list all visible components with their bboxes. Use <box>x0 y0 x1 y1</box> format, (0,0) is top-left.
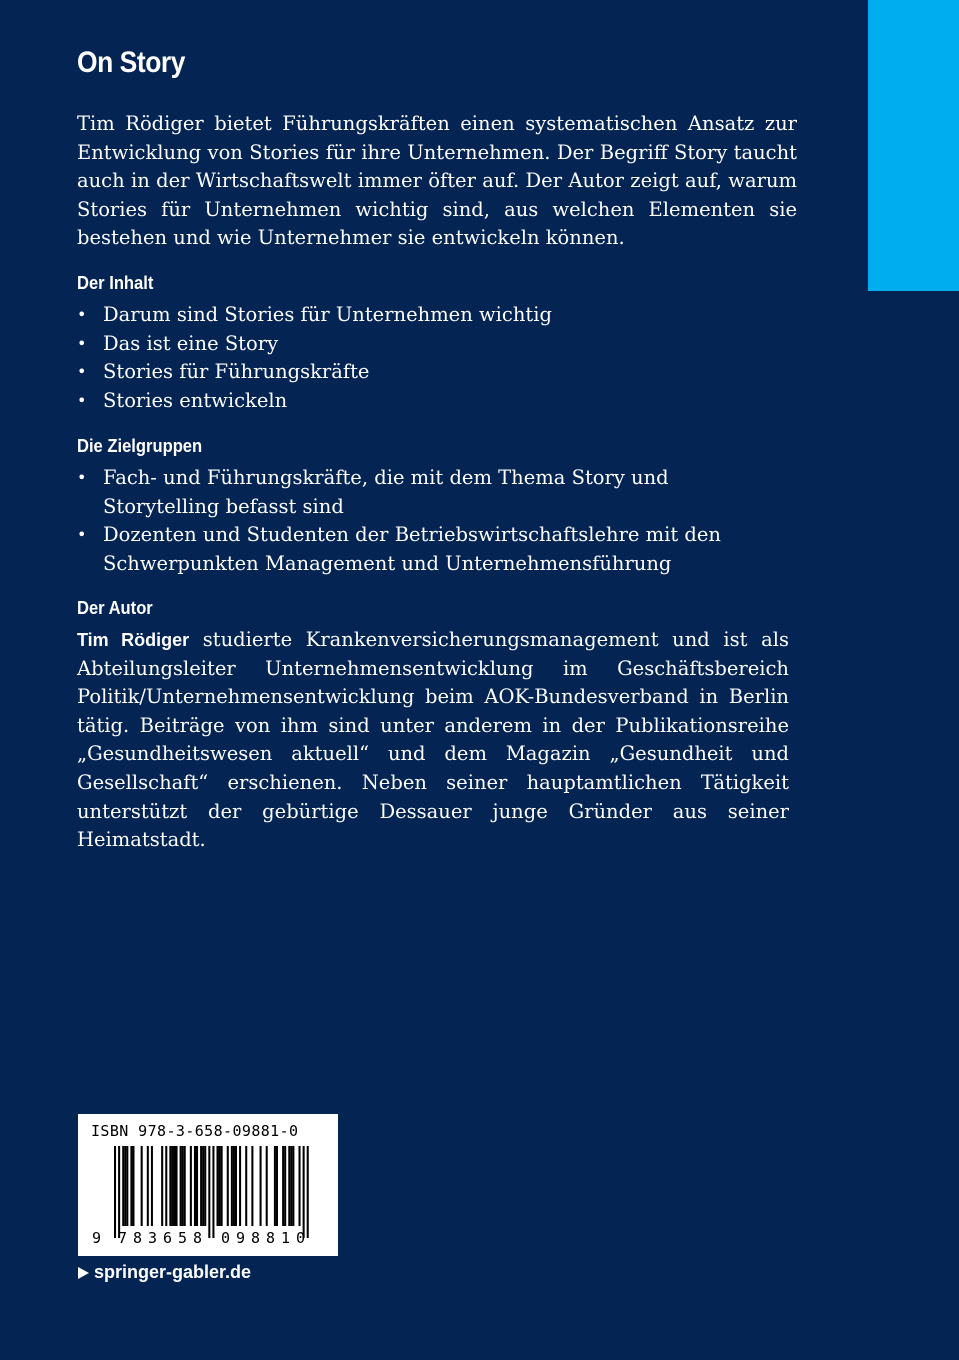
list-item: • Dozenten und Studenten der Betriebswirtschaftslehre mit den Schwerpunkten Management und Unternehmensführung <box>77 523 721 575</box>
target-groups-heading: Die Zielgruppen <box>77 436 203 456</box>
barcode-bar <box>231 1146 233 1226</box>
ean-first-digit: 9 <box>92 1229 102 1247</box>
bullet-icon: • <box>77 468 87 487</box>
barcode-bar <box>307 1146 309 1238</box>
barcode-bar <box>176 1146 178 1226</box>
barcode-bar <box>147 1146 149 1226</box>
barcode-bar <box>141 1146 143 1226</box>
list-item: • Fach- und Führungskräfte, die mit dem Thema Story und Storytelling befasst sind <box>77 466 669 518</box>
barcode-bar <box>130 1146 132 1226</box>
publisher-link[interactable]: springer-gabler.de <box>78 1262 251 1283</box>
barcode-bar <box>173 1146 175 1226</box>
barcode-bar <box>251 1146 253 1226</box>
book-title: On Story <box>77 46 185 79</box>
barcode-bar <box>290 1146 292 1226</box>
barcode-bar <box>284 1146 286 1226</box>
bullet-icon: • <box>77 390 87 410</box>
barcode-bar <box>171 1146 173 1226</box>
bullet-icon: • <box>77 362 87 382</box>
barcode-bar <box>165 1146 167 1226</box>
barcode-bar <box>288 1146 290 1226</box>
barcode-bars <box>78 1114 338 1256</box>
barcode-bar <box>200 1146 202 1226</box>
contents-list <box>77 301 757 415</box>
barcode-bar <box>208 1146 210 1238</box>
barcode-bar <box>118 1146 120 1238</box>
barcode-bar <box>151 1146 153 1226</box>
barcode-bar <box>260 1146 262 1226</box>
list-item: • Stories für Führungskräfte <box>77 358 757 387</box>
isbn-label: ISBN 978-3-658-09881-0 <box>91 1122 299 1140</box>
barcode-bar <box>212 1146 214 1238</box>
barcode-bar <box>190 1146 192 1226</box>
ean-right-digits: 098810 <box>221 1229 305 1247</box>
bullet-icon: • <box>77 333 87 353</box>
barcode-bar <box>122 1146 124 1226</box>
author-bio: studierte Krankenversicherungsmanagement und ist als Abteilungsleiter Unternehmensentwicklung im Geschäftsbereich Politik/Unternehmensentwicklung beim AOK-Bundesverband in Berlin tätig. Beiträge von ihm sind unter anderem in der Publikationsreihe „Gesundheitswesen aktuell“ und dem Magazin „Gesundheit und Gesellschaft“ erschienen. Neben seiner hauptamtlichen Tätigkeit unterstützt der gebürtige Dessauer junge Gründer aus seiner Heimatstadt. <box>77 628 789 852</box>
barcode-bar <box>202 1146 204 1226</box>
barcode-bar <box>194 1146 196 1226</box>
barcode-bar <box>276 1146 278 1226</box>
barcode-bar <box>303 1146 305 1238</box>
list-item: • Darum sind Stories für Unternehmen wichtig <box>77 301 757 330</box>
barcode-bar <box>196 1146 198 1226</box>
accent-bar <box>868 0 959 291</box>
barcode-bar <box>282 1146 284 1226</box>
contents-heading: Der Inhalt <box>77 273 154 293</box>
bullet-icon: • <box>77 305 87 324</box>
barcode-bar <box>219 1146 221 1226</box>
isbn-barcode <box>78 1114 338 1256</box>
barcode-bar <box>235 1146 237 1226</box>
barcode-bar <box>266 1146 268 1226</box>
bullet-icon: • <box>77 525 87 545</box>
barcode-bar <box>132 1146 134 1226</box>
barcode-bar <box>126 1146 128 1226</box>
ean-left-digits: 783658 <box>118 1229 202 1247</box>
barcode-bar <box>204 1146 206 1226</box>
target-groups-list <box>77 464 747 578</box>
author-heading: Der Autor <box>77 598 153 618</box>
list-item: • Stories entwickeln <box>77 387 757 416</box>
barcode-bar <box>292 1146 294 1226</box>
barcode-bar <box>227 1146 229 1226</box>
barcode-bar <box>217 1146 219 1226</box>
intro-paragraph: Tim Rödiger bietet Führungskräften einen systematischen Ansatz zur Entwicklung von Stories für ihre Unternehmen. Der Begriff Story taucht auch in der Wirtschaftswelt immer öfter auf. Der Autor zeigt auf, warum Stories für Unternehmen wichtig sind, aus welchen Elementen sie bestehen und wie Unternehmer sie entwickeln können. <box>77 112 797 250</box>
author-name: Tim Rödiger <box>77 630 190 650</box>
barcode-bar <box>221 1146 223 1226</box>
author-paragraph <box>77 626 789 855</box>
barcode-bar <box>124 1146 126 1226</box>
arrow-right-icon <box>78 1267 89 1279</box>
barcode-bar <box>239 1146 241 1226</box>
barcode-bar <box>274 1146 276 1226</box>
barcode-bar <box>161 1146 163 1226</box>
barcode-bar <box>169 1146 171 1226</box>
barcode-bar <box>233 1146 235 1226</box>
barcode-bar <box>114 1146 116 1238</box>
barcode-bar <box>184 1146 186 1226</box>
barcode-bar <box>180 1146 182 1226</box>
barcode-bar <box>299 1146 301 1226</box>
barcode-bar <box>182 1146 184 1226</box>
list-item: • Das ist eine Story <box>77 330 757 359</box>
barcode-bar <box>245 1146 247 1226</box>
